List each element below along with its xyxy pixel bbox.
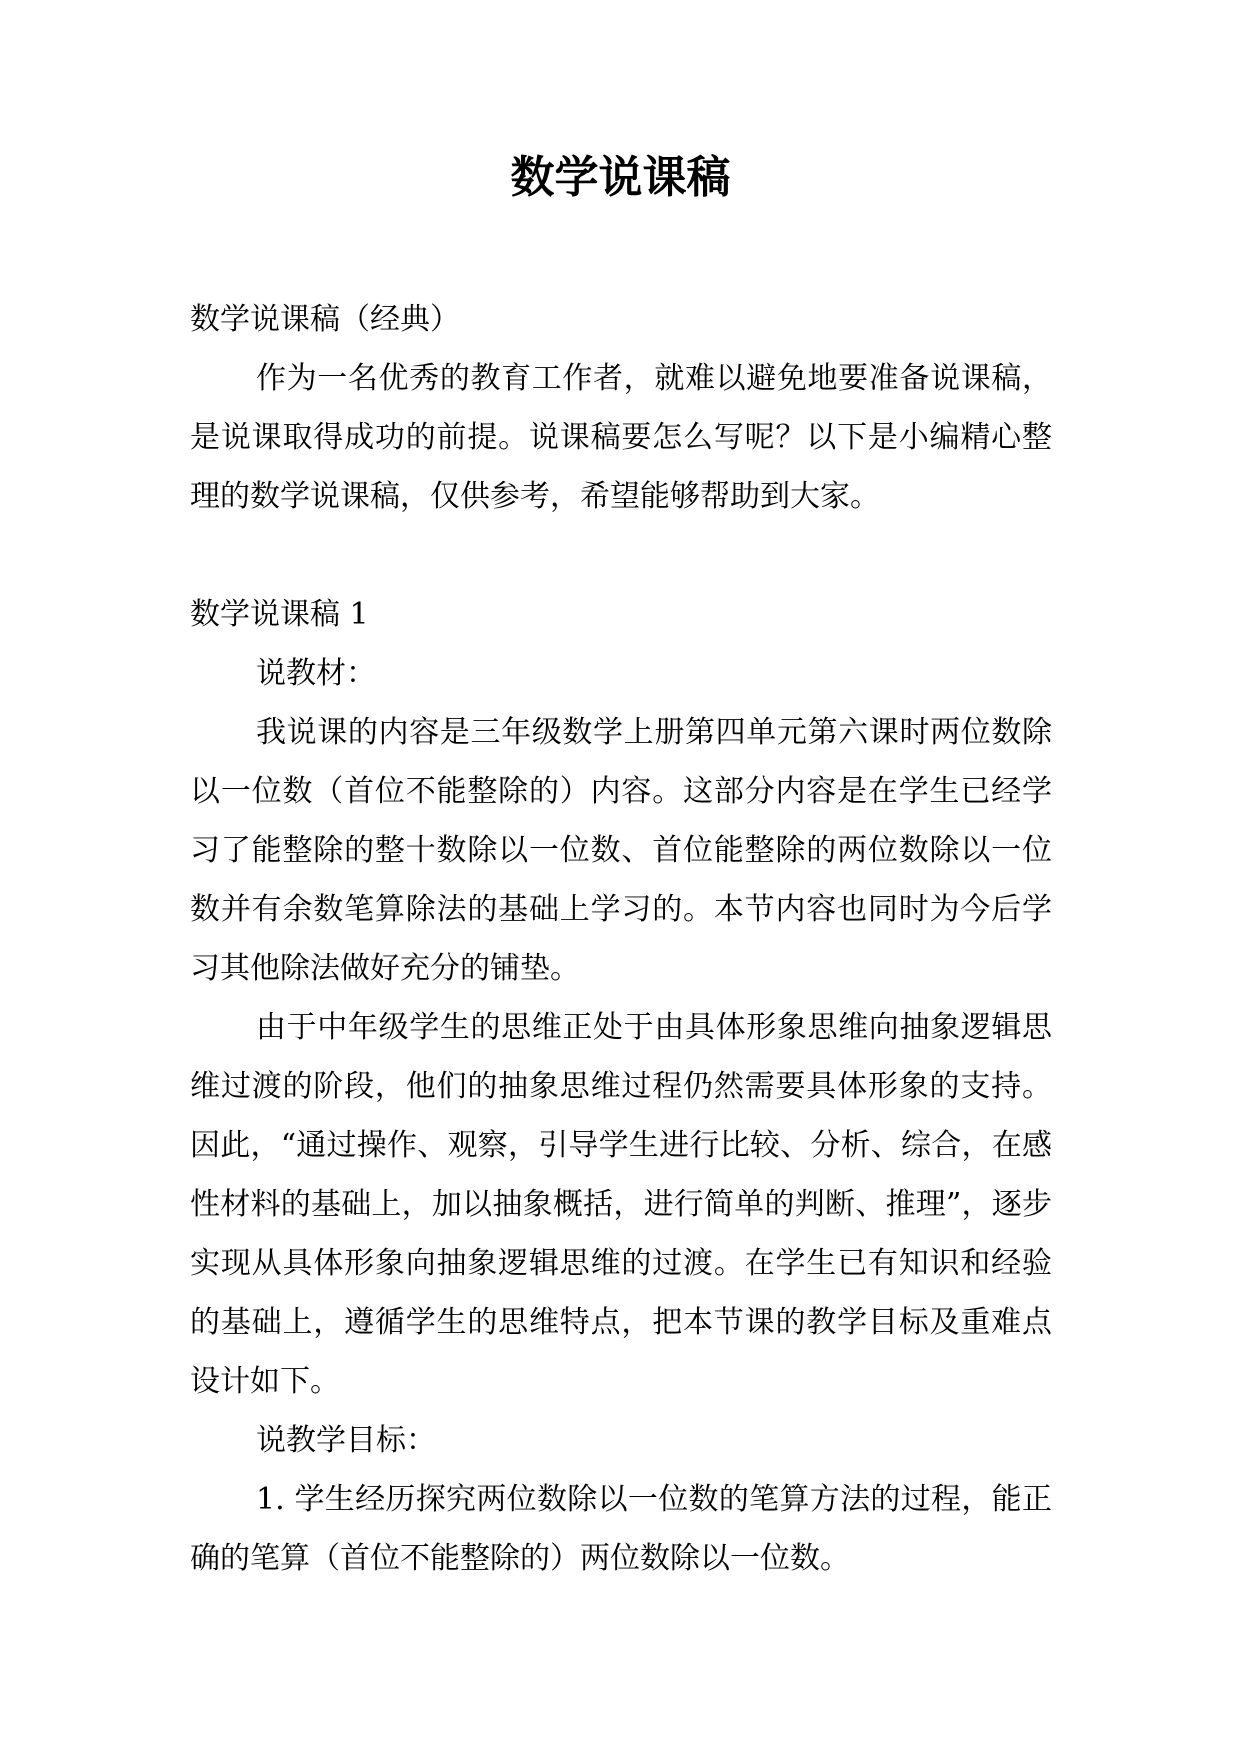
paragraph-gap xyxy=(190,526,1052,585)
material-paragraph-2: 由于中年级学生的思维正处于由具体形象思维向抽象逻辑思维过渡的阶段，他们的抽象思维过程仍然需要具体形象的支持。因此，“通过操作、观察，引导学生进行比较、分析、综合，在感性材料的基础上，加以抽象概括，进行简单的判断、推理”，逐步实现从具体形象向抽象逻辑思维的过渡。在学生已有知识和经验的基础上，遵循学生的思维特点，把本节课的教学目标及重难点设计如下。 xyxy=(190,1010,1052,1399)
section-heading: 数学说课稿 1 xyxy=(190,597,369,632)
document-subtitle: 数学说课稿（经典） xyxy=(190,302,460,337)
intro-paragraph: 作为一名优秀的教育工作者，就难以避免地要准备说课稿，是说课取得成功的前提。说课稿要怎么写呢？以下是小编精心整理的数学说课稿，仅供参考，希望能够帮助到大家。 xyxy=(190,361,1052,514)
document-title: 数学说课稿 xyxy=(510,152,731,203)
document-body xyxy=(190,290,1052,1588)
objectives-heading: 说教学目标： xyxy=(256,1423,436,1458)
material-paragraph-1: 我说课的内容是三年级数学上册第四单元第六课时两位数除以一位数（首位不能整除的）内容。这部分内容是在学生已经学习了能整除的整十数除以一位数、首位能整除的两位数除以一位数并有余数笔算除法的基础上学习的。本节内容也同时为今后学习其他除法做好充分的铺垫。 xyxy=(190,715,1052,986)
objective-item-1: 1. 学生经历探究两位数除以一位数的笔算方法的过程，能正确的笔算（首位不能整除的）两位数除以一位数。 xyxy=(190,1482,1052,1576)
say-material-heading: 说教材： xyxy=(256,656,376,691)
